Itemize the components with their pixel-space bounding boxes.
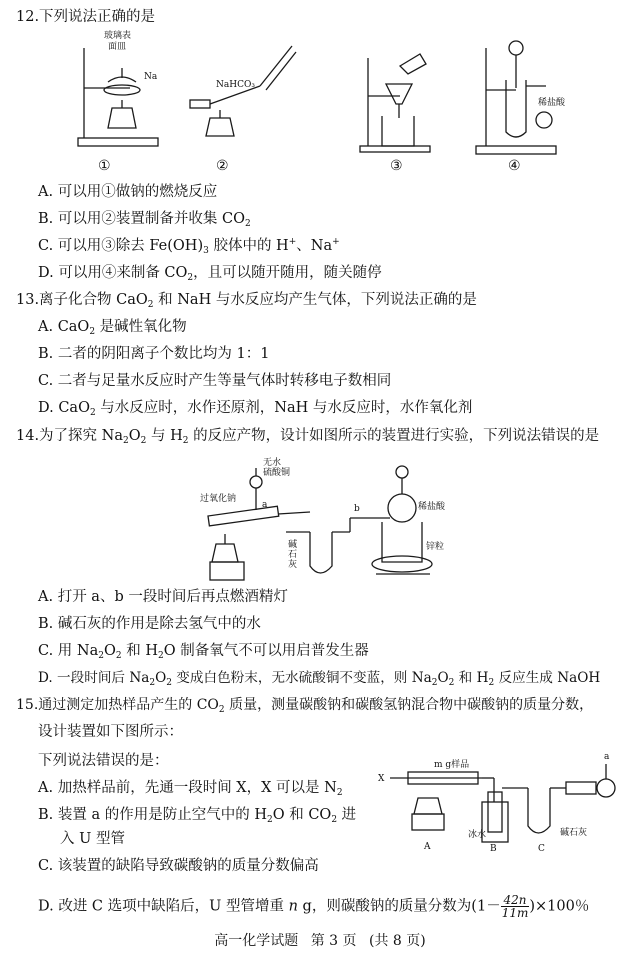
fig-num-4: ④ — [508, 158, 521, 174]
q14-label-lime2: 石 — [288, 550, 298, 560]
q12-figure — [60, 28, 580, 176]
q12-label-glass: 玻璃表 — [104, 31, 132, 41]
q15-label-A: A — [424, 842, 431, 852]
q15-stem-1: 15.通过测定加热样品产生的 $CO_2$ 质量，测量碳酸钠和碳酸氢钠混合物中碳酸钠的质量分数， — [16, 697, 594, 715]
q14-label-zn: 锌粒 — [426, 542, 445, 552]
q15-label-x: X — [378, 774, 385, 784]
fraction: $\frac{42n}{11m}$ — [501, 893, 529, 920]
q15-option-d: D. 改进 C 选项中缺陷后，U 型管增重 n g，则碳酸钠的质量分数为(1－ $\frac{42n}{11m}$ )×100％ — [38, 893, 590, 920]
footer-total: (共 8 页) — [368, 933, 426, 949]
q14-label-a: a — [262, 500, 268, 510]
fig-num-3: ③ — [390, 158, 403, 174]
q15-label-lime: 碱石灰 — [560, 828, 588, 838]
q13-option-c: C. 二者与足量水反应时产生等量气体时转移电子数相同 — [38, 373, 392, 389]
q14-label-hcl: 稀盐酸 — [418, 502, 446, 512]
q14-stem: 14.为了探究 $Na_2O_2$ 与 $H_2$ 的反应产物，设计如图所示的装置进行实验，下列说法错误的是 — [16, 428, 600, 446]
q13-stem: 13.离子化合物 CaO$_2$ 和 NaH 与水反应均产生气体，下列说法正确的是 — [16, 292, 477, 310]
q12-label-tube: 面皿 — [108, 42, 127, 52]
q14-label-lime1: 碱 — [288, 540, 298, 550]
q14-apparatus-drawing — [190, 458, 460, 584]
q13-option-a: A. CaO$_2$ 是碱性氧化物 — [38, 319, 187, 337]
q12-label-nahco3: NaHCO₃ — [216, 80, 255, 90]
footer-page: 第 3 页 — [310, 933, 357, 949]
page-footer — [0, 930, 640, 950]
q12-stem: 12.下列说法正确的是 — [16, 9, 156, 25]
q14-option-b: B. 碱石灰的作用是除去氢气中的水 — [38, 616, 261, 632]
fig-num-1: ① — [98, 158, 111, 174]
q15-option-b-cont: 入 U 型管 — [60, 831, 125, 847]
q15-option-b: B. 装置 a 的作用是防止空气中的 $H_2O$ 和 $CO_2$ 进 — [38, 807, 357, 825]
footer-title: 高一化学试题 — [214, 933, 299, 949]
q15-label-sample: m g样品 — [434, 760, 470, 770]
q14-label-cuso4a: 无水 — [263, 458, 282, 468]
apparatus-1 — [78, 48, 158, 146]
q12-apparatus-drawing — [60, 28, 580, 176]
q14-figure — [190, 458, 460, 584]
q12-label-na: Na — [144, 72, 158, 82]
q13-option-b: B. 二者的阴阳离子个数比均为 1：1 — [38, 346, 270, 362]
q13-option-d: D. CaO$_2$ 与水反应时，水作还原剂，NaH 与水反应时，水作氧化剂 — [38, 400, 473, 418]
q14-label-b: b — [354, 504, 360, 514]
q15-label-a: a — [604, 752, 610, 762]
q15-option-c: C. 该装置的缺陷导致碳酸钠的质量分数偏高 — [38, 858, 319, 874]
apparatus-3 — [360, 54, 430, 152]
q15-label-ice: 冰水 — [468, 830, 487, 840]
q15-label-C: C — [538, 844, 545, 854]
q15-figure — [378, 748, 628, 854]
q15-label-B: B — [490, 844, 497, 854]
q12-option-d: D. 可以用④来制备 $CO_2$，且可以随开随用，随关随停 — [38, 265, 382, 283]
q15-stem-3: 下列说法错误的是： — [38, 753, 169, 769]
q15-stem-2: 设计装置如下图所示： — [38, 724, 183, 740]
q14-option-d: D. 一段时间后 $Na_2O_2$ 变成白色粉末，无水硫酸铜不变蓝，则 $Na_2O_2$ 和 $H_2$ 反应生成 NaOH — [38, 670, 601, 688]
q12-option-a: A. 可以用①做钠的燃烧反应 — [38, 184, 218, 200]
apparatus-2 — [190, 46, 296, 136]
q15-apparatus-drawing — [378, 748, 628, 854]
fig-num-2: ② — [216, 158, 229, 174]
q12-option-c: C. 可以用③除去 $Fe(OH)_3$ 胶体中的 H+、Na+ — [38, 237, 340, 256]
q14-option-a: A. 打开 a、b 一段时间后再点燃酒精灯 — [38, 589, 288, 605]
q14-label-lime3: 灰 — [288, 560, 298, 570]
q12-option-b: B. 可以用②装置制备并收集 $CO_2$ — [38, 211, 251, 229]
q14-label-cuso4b: 硫酸铜 — [263, 468, 291, 478]
q15-option-a: A. 加热样品前，先通一段时间 X，X 可以是 $N_2$ — [38, 780, 343, 798]
q12-label-dilacid: 稀盐酸 — [538, 98, 566, 108]
q14-option-c: C. 用 $Na_2O_2$ 和 $H_2O$ 制备氧气不可以用启普发生器 — [38, 643, 369, 661]
q14-label-na2o2: 过氧化钠 — [200, 494, 237, 504]
